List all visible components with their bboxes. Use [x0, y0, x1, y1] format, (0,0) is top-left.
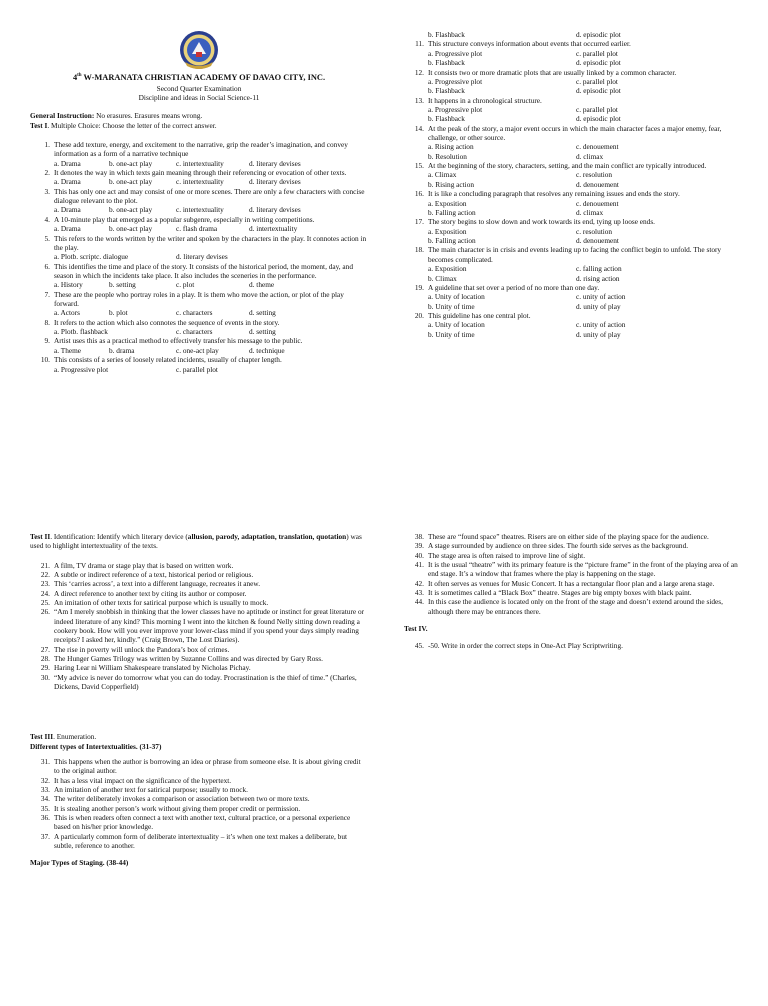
- question-text: The Hunger Games Trilogy was written by Suzanne Collins and was directed by Gary Ross.: [54, 653, 323, 663]
- choice: b. one-act play: [109, 158, 153, 168]
- question-text: It refers to the action which also connotes the sequence of events in the story.: [54, 317, 280, 327]
- question-number: 39.: [414, 541, 424, 551]
- question-number: 33.: [40, 784, 50, 794]
- question-item: [30, 589, 368, 598]
- question-text: This guideline has one central plot.: [428, 311, 531, 321]
- choice-row: [428, 227, 744, 236]
- question-item: [30, 290, 368, 318]
- question-number: 36.: [40, 812, 50, 822]
- question-number: 12.: [414, 67, 424, 77]
- question-item: [404, 124, 744, 161]
- question-text: It is stealing another person’s work without giving them proper credit or permission.: [54, 803, 301, 813]
- choice: c. intertextuality: [176, 205, 224, 215]
- choice: c. one-act play: [176, 345, 219, 355]
- school-seal-logo: [179, 30, 219, 70]
- choice: d. unity of play: [576, 301, 621, 311]
- choice: b. Unity of time: [428, 301, 475, 311]
- question-text: A 10-minute play that emerged as a popular subgenre, especially in writing competitions.: [54, 214, 315, 224]
- question-text: These are the people who portray roles in a play. It is them who move the action, or plot of the play forward.: [54, 289, 344, 309]
- choice: c. intertextuality: [176, 177, 224, 187]
- choice: d. climax: [576, 207, 604, 217]
- test2-instruction: Test II. Identification: Identify which literary device (allusion, parody, adaptation, translation, quotation) was used to highlight intertextuality of the texts.: [30, 532, 362, 551]
- question-number: 38.: [414, 532, 424, 541]
- choice: b. one-act play: [109, 205, 153, 215]
- question-text: It often serves as venues for Music Concert. It has a rectangular floor plan and a large arena stage.: [428, 578, 715, 588]
- staging-questions: [404, 532, 744, 616]
- choice: d. episodic plot: [576, 30, 621, 39]
- question-number: 31.: [40, 756, 50, 766]
- choice: a. Climax: [428, 170, 457, 180]
- choice: b. Climax: [428, 273, 457, 283]
- question-text: It is the usual “theatre” with its primary feature is the “picture frame” in the front of the playing area of an end stage. It’s a window that frames where the play is happening on the stage.: [428, 559, 738, 579]
- question-item: [30, 757, 368, 776]
- question-number: 30.: [40, 672, 50, 682]
- question-text: This structure conveys information about events that occurred earlier.: [428, 39, 631, 49]
- left-top-column: [30, 30, 368, 374]
- question-number: 27.: [40, 644, 50, 654]
- question-item: [404, 579, 744, 588]
- question-text: -50. Write in order the correct steps in One-Act Play Scriptwriting.: [428, 641, 623, 651]
- choice: a. Rising action: [428, 142, 474, 152]
- question-text: At the beginning of the story, characters, setting, and the main conflict are typically introduced.: [428, 161, 707, 171]
- question-text: This has only one act and may consist of one or more scenes. There are only a few characters with concise dialogue relevant to the plot.: [54, 186, 365, 206]
- question-number: 17.: [414, 217, 424, 227]
- question-number: 18.: [414, 245, 424, 255]
- choice-row: [428, 105, 744, 114]
- question-item: [30, 673, 368, 692]
- choice-row: [428, 170, 744, 179]
- choice-row: [54, 252, 368, 261]
- question-item: [30, 813, 368, 832]
- choice: b. Falling action: [428, 236, 476, 246]
- question-number: 13.: [414, 95, 424, 105]
- choice-row: [54, 280, 368, 289]
- question-item: [30, 832, 368, 851]
- choice: d. setting: [249, 308, 276, 318]
- choice: c. resolution: [576, 226, 613, 236]
- question-item: [30, 262, 368, 290]
- question-number: 8.: [44, 317, 50, 327]
- question-number: 45.: [414, 641, 424, 651]
- question-number: 1.: [44, 140, 50, 150]
- question-item: [30, 785, 368, 794]
- choice-row: [54, 365, 368, 374]
- question-item: [30, 776, 368, 785]
- question-number: 23.: [40, 579, 50, 589]
- question-text: These are “found space” theatres. Risers are on either side of the playing space for the audience.: [428, 532, 709, 541]
- choice: d. literary devises: [176, 252, 228, 262]
- choice: a. Exposition: [428, 264, 467, 274]
- choice: d. theme: [249, 280, 275, 290]
- choice: c. parallel plot: [576, 48, 618, 58]
- question-text: It has a less vital impact on the significance of the hypertext.: [54, 775, 232, 785]
- choice-row: [428, 114, 744, 123]
- question-item: [404, 96, 744, 124]
- question-text: A stage surrounded by audience on three sides. The fourth side serves as the background.: [428, 541, 689, 551]
- header: [30, 30, 368, 102]
- question-item: [30, 607, 368, 644]
- test3-questions: [30, 757, 368, 850]
- choice: d. rising action: [576, 273, 620, 283]
- question-text: A direct reference to another text by citing its author or composer.: [54, 588, 247, 598]
- choice: a. Drama: [54, 224, 81, 234]
- question-item: [30, 579, 368, 588]
- choice: a. Progressive plot: [54, 364, 109, 374]
- choice-row: [428, 152, 744, 161]
- choice: d. episodic plot: [576, 58, 621, 68]
- question-item: [30, 561, 368, 570]
- question-text: In this case the audience is located only on the front of the stage and doesn’t extend around the sides, although there may be entrances there.: [428, 597, 723, 616]
- general-instruction: General Instruction: No erasures. Erasures means wrong.: [30, 111, 203, 121]
- choice: a. Actors: [54, 308, 80, 318]
- choice: a. Drama: [54, 177, 81, 187]
- choice-row: [428, 274, 744, 283]
- choice: d. climax: [576, 151, 604, 161]
- test3-instruction: Test III. Enumeration.: [30, 732, 97, 742]
- question-number: 29.: [40, 663, 50, 673]
- choice: c. characters: [176, 327, 213, 337]
- choice-row: [428, 58, 744, 67]
- question-item: [30, 355, 368, 374]
- question-number: 20.: [414, 311, 424, 321]
- choice: a. Exposition: [428, 226, 467, 236]
- question-text: An imitation of another text for satirical purpose; usually to mock.: [54, 784, 248, 794]
- question-item: [30, 168, 368, 187]
- question-item: [30, 598, 368, 607]
- test1-instruction: Test I. Multiple Choice: Choose the letter of the correct answer.: [30, 120, 217, 130]
- question-item: [30, 234, 368, 262]
- choice: b. one-act play: [109, 224, 153, 234]
- question-number: 19.: [414, 282, 424, 292]
- question-text: The story begins to slow down and work towards its end, tying up loose ends.: [428, 217, 655, 227]
- question-text: This identifies the time and place of the story. It consists of the historical period, the moment, day, and season in which the incidents take place. It also includes the sceneries in the performance.: [54, 261, 353, 280]
- choice: d. literary devises: [249, 205, 301, 215]
- choice: a. Drama: [54, 205, 81, 215]
- choice-row: [54, 308, 368, 317]
- question-text: The main character is in crisis and events leading up to facing the conflict begin to unfold. The story becomes complicated.: [428, 245, 722, 264]
- choice: a. Plotb. scriptc. dialogue: [54, 252, 129, 262]
- question-item: [30, 140, 368, 168]
- question-number: 21.: [40, 560, 50, 570]
- choice-row: [428, 236, 744, 245]
- question-item: [404, 541, 744, 550]
- choice: c. plot: [176, 280, 195, 290]
- question-number: 15.: [414, 161, 424, 171]
- test3-subheading: Different types of Intertextualities. (31-37): [30, 741, 162, 751]
- question-text: This happens when the author is borrowing an idea or phrase from someone else. It is about giving credit to the original author.: [54, 756, 361, 776]
- choice: b. Rising action: [428, 179, 475, 189]
- test4-heading: Test IV.: [404, 623, 428, 633]
- test1-questions-continued: [404, 39, 744, 339]
- choice: c. denouement: [576, 142, 619, 152]
- choice: b. Flashback: [428, 86, 465, 96]
- choice: a. Progressive plot: [428, 48, 483, 58]
- question-number: 26.: [40, 607, 50, 617]
- question-item: [30, 663, 368, 672]
- question-number: 2.: [44, 168, 50, 178]
- question-text: It denotes the way in which texts gain meaning through their referencing or evocation of other texts.: [54, 168, 347, 178]
- question-number: 22.: [40, 569, 50, 579]
- right-top-column: [404, 30, 744, 339]
- choice: d. denouement: [576, 179, 619, 189]
- choice: a. Drama: [54, 158, 81, 168]
- question-number: 3.: [44, 186, 50, 196]
- choice: c. parallel plot: [576, 76, 618, 86]
- choice: c. characters: [176, 308, 213, 318]
- choice-row: [428, 292, 744, 301]
- choice: d. denouement: [576, 236, 619, 246]
- choice-row: [428, 180, 744, 189]
- question-text: At the peak of the story, a major event occurs in which the main character faces a major enemy, fear, challenge, or other source.: [428, 123, 722, 143]
- choice: b. Flashback: [428, 30, 465, 39]
- choice-row: [428, 77, 744, 86]
- choice: d. episodic plot: [576, 114, 621, 124]
- choice: a. Progressive plot: [428, 76, 483, 86]
- choice-row: [428, 302, 744, 311]
- question-text: Artist uses this as a practical method to effectively transfer his message to the public.: [54, 336, 303, 346]
- question-number: 4.: [44, 214, 50, 224]
- question-item: [404, 311, 744, 339]
- question-number: 35.: [40, 803, 50, 813]
- question-item: [30, 336, 368, 355]
- question-number: 7.: [44, 289, 50, 299]
- question-item: [404, 39, 744, 67]
- question-number: 37.: [40, 831, 50, 841]
- choice: b. plot: [109, 308, 128, 318]
- left-bottom-column: [30, 532, 368, 868]
- question-item: [30, 318, 368, 337]
- choice: c. parallel plot: [576, 104, 618, 114]
- question-item: [404, 189, 744, 217]
- question-item: [404, 551, 744, 560]
- choice-row: [428, 86, 744, 95]
- question-text: A guideline that set over a period of no more than one day.: [428, 282, 600, 292]
- choice: d. technique: [249, 345, 285, 355]
- choice-row: [54, 177, 368, 186]
- choice: a. Progressive plot: [428, 104, 483, 114]
- choice: d. literary devises: [249, 177, 301, 187]
- choice-row: [54, 224, 368, 233]
- question-number: 41.: [414, 559, 424, 569]
- question-number: 16.: [414, 189, 424, 199]
- question-item: [30, 187, 368, 215]
- choice: a. Exposition: [428, 198, 467, 208]
- choice: d. unity of play: [576, 329, 621, 339]
- choice: a. Unity of location: [428, 320, 485, 330]
- choice-row: [428, 320, 744, 329]
- question-text: This ‘carries across’, a text into a different language, recreates it anew.: [54, 579, 261, 589]
- choice: c. falling action: [576, 264, 622, 274]
- question-text: “Am I merely snobbish in thinking that the lower classes have no aptitude or instinct for great literature or indeed literature of any kind? This morning I went into the kitchen & found Nelly sitting down reading a cookery book. How will you ever improve your lower-class mind if you spend your days simply reading receipts? I asked her, kindly.” (Craig Brown, The Lost Diaries).: [54, 607, 365, 645]
- choice-row: [428, 199, 744, 208]
- question-item: [404, 641, 744, 650]
- question-number: 10.: [40, 355, 50, 365]
- choice: c. unity of action: [576, 320, 626, 330]
- question-text: This refers to the words written by the writer and spoken by the characters in the play. It connotes action in the play.: [54, 233, 367, 252]
- choice-row: [404, 30, 744, 39]
- subject-title: Discipline and ideas in Social Science-11: [138, 93, 260, 103]
- question-number: 24.: [40, 588, 50, 598]
- question-item: [404, 217, 744, 245]
- question-item: [404, 597, 744, 616]
- choice: c. parallel plot: [176, 364, 218, 374]
- choice: a. Plotb. flashback: [54, 327, 108, 337]
- question-number: 14.: [414, 123, 424, 133]
- question-number: 6.: [44, 261, 50, 271]
- question-text: “My advice is never do tomorrow what you can do today. Procrastination is the thief of time.” (Charles, Dickens, David Copperfield): [54, 672, 357, 691]
- choice: a. History: [54, 280, 83, 290]
- choice: b. Resolution: [428, 151, 467, 161]
- choice: c. intertextuality: [176, 158, 224, 168]
- question-item: [404, 245, 744, 282]
- choice: d. episodic plot: [576, 86, 621, 96]
- choice: b. Flashback: [428, 114, 465, 124]
- question-item: [404, 588, 744, 597]
- choice: d. setting: [249, 327, 276, 337]
- question-text: This is when readers often connect a text with another text, cultural practice, or a personal experience based on his/her prior knowledge.: [54, 812, 351, 832]
- right-bottom-column: [404, 532, 744, 651]
- question-text: A particularly common form of deliberate intertextuality – it’s when one text makes a deliberate, but subtle, reference to another.: [54, 831, 347, 850]
- question-text: It is like a concluding paragraph that resolves any remaining issues and ends the story.: [428, 189, 680, 199]
- question-item: [30, 645, 368, 654]
- question-text: The writer deliberately invokes a comparison or association between two or more texts.: [54, 794, 310, 804]
- choice-row: [428, 330, 744, 339]
- question-text: A subtle or indirect reference of a text, historical period or religious.: [54, 569, 254, 579]
- choice-row: [428, 208, 744, 217]
- choice: d. literary devises: [249, 158, 301, 168]
- question-number: 43.: [414, 587, 424, 597]
- choice: b. Falling action: [428, 207, 476, 217]
- staging-heading: Major Types of Staging. (38-44): [30, 858, 129, 868]
- question-item: [30, 654, 368, 663]
- question-item: [404, 532, 744, 541]
- question-number: 28.: [40, 653, 50, 663]
- question-text: It consists two or more dramatic plots that are usually linked by a common character.: [428, 67, 677, 77]
- question-item: [30, 215, 368, 234]
- choice: c. unity of action: [576, 292, 626, 302]
- question-item: [404, 283, 744, 311]
- test4-questions: [404, 641, 744, 650]
- choice-row: [428, 142, 744, 151]
- choice-row: [54, 159, 368, 168]
- choice: b. Unity of time: [428, 329, 475, 339]
- question-item: [30, 794, 368, 803]
- choice-row: [54, 205, 368, 214]
- question-text: The rise in poverty will unlock the Pandora’s box of crimes.: [54, 644, 230, 654]
- choice-row: [428, 49, 744, 58]
- question-item: [30, 804, 368, 813]
- question-text: These add texture, energy, and excitement to the narrative, grip the reader’s imagination, and convey information as a form of a narrative technique: [54, 140, 348, 159]
- question-text: It is sometimes called a “Black Box” theatre. Stages are big empty boxes with black paint.: [428, 587, 692, 597]
- choice: c. flash drama: [176, 224, 218, 234]
- test1-questions: [30, 140, 368, 374]
- choice: d. intertextuality: [249, 224, 298, 234]
- question-number: 42.: [414, 578, 424, 588]
- question-text: The stage area is often raised to improve line of sight.: [428, 550, 586, 560]
- question-number: 34.: [40, 794, 50, 804]
- question-text: An imitation of other texts for satirical purpose which is usually to mock.: [54, 597, 269, 607]
- question-number: 9.: [44, 336, 50, 346]
- choice: b. setting: [109, 280, 136, 290]
- choice: a. Theme: [54, 345, 82, 355]
- question-item: [30, 570, 368, 579]
- question-number: 44.: [414, 597, 424, 607]
- question-item: [404, 68, 744, 96]
- choice: b. drama: [109, 345, 135, 355]
- question-text: Haring Lear ni William Shakespeare translated by Nicholas Pichay.: [54, 663, 251, 673]
- question-text: It happens in a chronological structure.: [428, 95, 542, 105]
- school-name: 4th W-MARANATA CHRISTIAN ACADEMY OF DAVAO CITY, INC.: [72, 73, 326, 82]
- choice: b. one-act play: [109, 177, 153, 187]
- choice-row: [54, 327, 368, 336]
- choice-row: [54, 346, 368, 355]
- question-item: [404, 161, 744, 189]
- exam-title: Second Quarter Examination: [156, 83, 242, 93]
- question-number: 32.: [40, 775, 50, 785]
- question-number: 5.: [44, 233, 50, 243]
- question-number: 11.: [415, 39, 424, 49]
- choice-row: [428, 264, 744, 273]
- choice: c. resolution: [576, 170, 613, 180]
- choice: b. Flashback: [428, 58, 465, 68]
- question-number: 40.: [414, 550, 424, 560]
- choice: c. denouement: [576, 198, 619, 208]
- question-text: This consists of a series of loosely related incidents, usually of chapter length.: [54, 355, 282, 365]
- question-number: 25.: [40, 597, 50, 607]
- question-text: A film, TV drama or stage play that is based on written work.: [54, 560, 234, 570]
- question-item: [404, 560, 744, 579]
- test2-questions: [30, 561, 368, 692]
- choice: a. Unity of location: [428, 292, 485, 302]
